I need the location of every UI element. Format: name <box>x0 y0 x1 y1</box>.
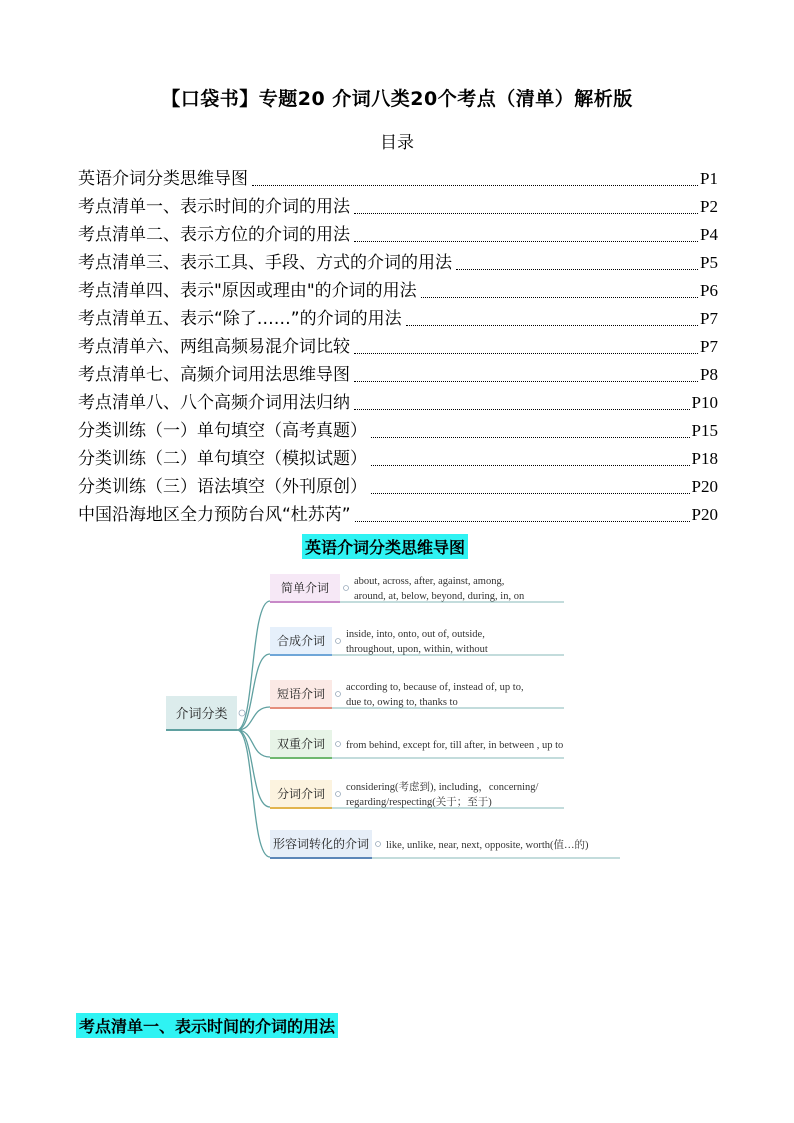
toc-leader-dots <box>371 437 690 438</box>
branch-examples-text: considering(考虑到), including，concerning/ <box>346 782 539 793</box>
document-title: 【口袋书】专题20 介词八类20个考点（清单）解析版 <box>161 88 633 110</box>
toc-entry-page: P4 <box>700 225 718 244</box>
toc-entry[interactable] <box>78 470 718 498</box>
toc-entry-page: P15 <box>691 421 718 440</box>
toc-entry[interactable] <box>78 218 718 246</box>
toc-leader-dots <box>406 325 698 326</box>
toc-entry-label: 考点清单四、表示"原因或理由"的介词的用法 <box>78 281 417 301</box>
toc-entry-page: P20 <box>691 505 718 524</box>
toc-entry[interactable] <box>78 330 718 358</box>
toc-leader-dots <box>354 213 698 214</box>
branch-examples-text: inside, into, onto, out of, outside, <box>346 629 485 640</box>
toc-entry-page: P7 <box>700 337 718 356</box>
toc-entry-page: P7 <box>700 309 718 328</box>
toc-entry-label: 考点清单七、高频介词用法思维导图 <box>78 365 350 385</box>
section-heading: 考点清单一、表示时间的介词的用法 <box>76 1013 338 1038</box>
toc-leader-dots <box>421 297 698 298</box>
toc-entry-page: P8 <box>700 365 718 384</box>
collapse-toggle-icon <box>336 742 341 747</box>
toc-entry[interactable] <box>78 246 718 274</box>
collapse-toggle-icon <box>336 692 341 697</box>
toc-entry-label: 考点清单五、表示“除了……”的介词的用法 <box>78 309 402 329</box>
branch-node-label: 合成介词 <box>276 634 326 648</box>
toc-entry[interactable] <box>78 442 718 470</box>
toc-entry-label: 分类训练（一）单句填空（高考真题） <box>78 421 367 441</box>
toc-entry-label: 考点清单三、表示工具、手段、方式的介词的用法 <box>78 253 452 273</box>
toc-entry-label: 分类训练（二）单句填空（模拟试题） <box>78 449 367 469</box>
branch-node-label: 形容词转化的介词 <box>272 837 370 851</box>
toc-entry-page: P20 <box>691 477 718 496</box>
toc-entry-label: 考点清单二、表示方位的介词的用法 <box>78 225 350 245</box>
branch-node-label: 短语介词 <box>276 687 326 701</box>
toc-entry[interactable] <box>78 358 718 386</box>
branch-examples-text: around, at, below, beyond, during, in, on <box>354 591 525 602</box>
branch-examples-text: according to, because of, instead of, up to, <box>346 682 524 693</box>
toc-leader-dots <box>354 241 698 242</box>
collapse-toggle-icon <box>239 710 245 716</box>
branch-examples-text: about, across, after, against, among, <box>354 576 505 587</box>
branch-examples-text: from behind, except for, till after, in between , up to <box>346 740 564 751</box>
branch-examples-text: due to, owing to, thanks to <box>346 697 458 708</box>
collapse-toggle-icon <box>336 792 341 797</box>
branch-node-label: 简单介词 <box>280 581 330 595</box>
toc-entry[interactable] <box>78 498 718 526</box>
branch-examples-text: throughout, upon, within, without <box>346 644 488 655</box>
toc-entry-label: 中国沿海地区全力预防台风“杜苏芮” <box>78 505 351 525</box>
preposition-mindmap <box>0 565 794 875</box>
toc-entry-page: P2 <box>700 197 718 216</box>
branch-node-label: 分词介词 <box>276 787 326 801</box>
toc-entry-page: P10 <box>691 393 718 412</box>
toc-leader-dots <box>354 409 690 410</box>
toc-entry[interactable] <box>78 162 718 190</box>
toc-leader-dots <box>371 465 690 466</box>
toc-leader-dots <box>354 381 698 382</box>
toc-entry-label: 考点清单八、八个高频介词用法归纳 <box>78 393 350 413</box>
toc-leader-dots <box>371 493 690 494</box>
toc-entry-label: 考点清单一、表示时间的介词的用法 <box>78 197 350 217</box>
toc-entry-page: P18 <box>691 449 718 468</box>
toc-entry[interactable] <box>78 386 718 414</box>
toc-entry-label: 考点清单六、两组高频易混介词比较 <box>78 337 350 357</box>
toc-leader-dots <box>252 185 698 186</box>
toc-leader-dots <box>354 353 698 354</box>
branch-examples-text: regarding/respecting(关于；至于) <box>346 797 492 808</box>
toc-entry-page: P6 <box>700 281 718 300</box>
toc-leader-dots <box>355 521 690 522</box>
toc-entry-page: P5 <box>700 253 718 272</box>
branch-connector <box>237 654 270 730</box>
toc-heading: 目录 <box>380 133 414 153</box>
collapse-toggle-icon <box>336 639 341 644</box>
toc-entry[interactable] <box>78 302 718 330</box>
toc-entry-label: 英语介词分类思维导图 <box>78 169 248 189</box>
toc-entry[interactable] <box>78 190 718 218</box>
toc-entry-page: P1 <box>700 169 718 188</box>
root-node-label: 介词分类 <box>175 707 228 722</box>
collapse-toggle-icon <box>344 586 349 591</box>
branch-connector <box>237 730 270 857</box>
mindmap-title: 英语介词分类思维导图 <box>302 534 468 559</box>
table-of-contents <box>78 162 718 526</box>
branch-node-label: 双重介词 <box>276 737 326 751</box>
branch-connector <box>237 601 270 730</box>
toc-entry[interactable] <box>78 274 718 302</box>
toc-leader-dots <box>456 269 698 270</box>
toc-entry-label: 分类训练（三）语法填空（外刊原创） <box>78 477 367 497</box>
collapse-toggle-icon <box>376 842 381 847</box>
branch-examples-text: like, unlike, near, next, opposite, worth(值…的) <box>386 840 589 851</box>
toc-entry[interactable] <box>78 414 718 442</box>
